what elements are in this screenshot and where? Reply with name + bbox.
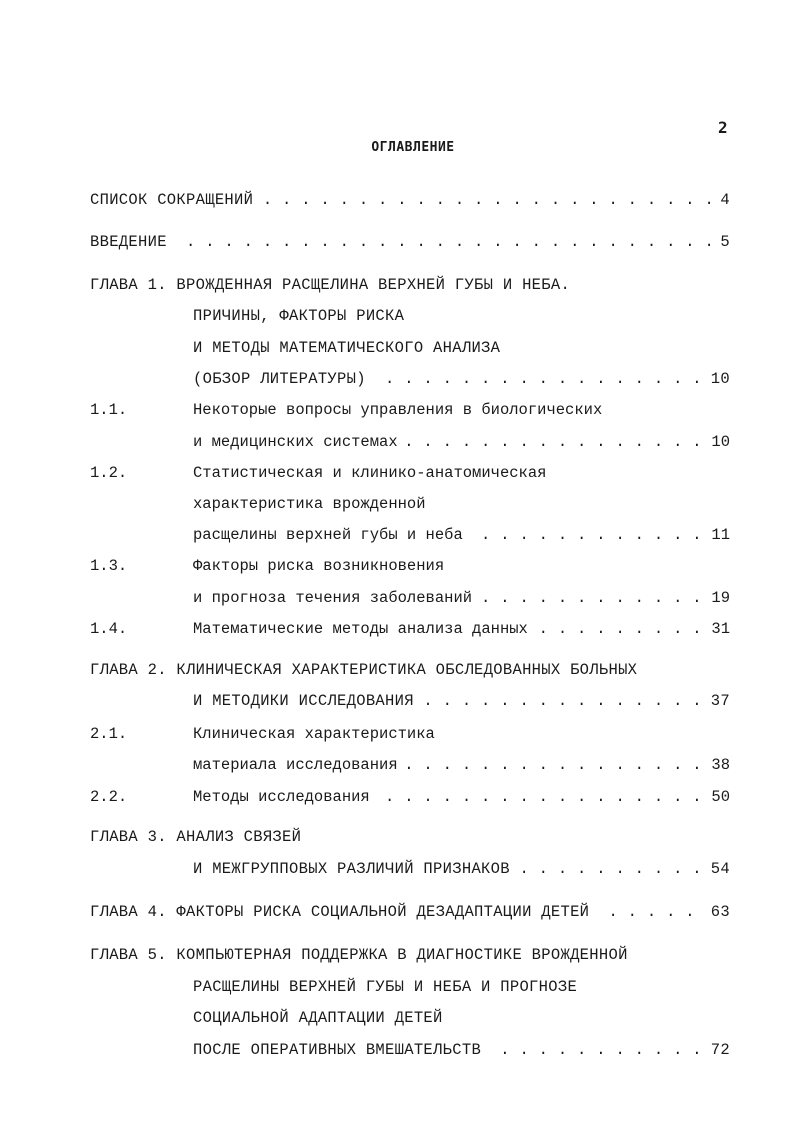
toc-section-2-2-entry[interactable]: [193, 786, 730, 808]
toc-page-number: 37: [707, 690, 730, 712]
toc-chapter-5-line: РАСЩЕЛИНЫ ВЕРХНЕЙ ГУБЫ И НЕБА И ПРОГНОЗЕ: [193, 978, 578, 996]
toc-chapter-5-line[interactable]: ГЛАВА 5. КОМПЬЮТЕРНАЯ ПОДДЕРЖКА В ДИАГНОСТИКЕ ВРОЖДЕННОЙ: [90, 946, 628, 964]
toc-section-number: 2.1.: [90, 725, 128, 743]
toc-page-number: 5: [716, 231, 730, 253]
toc-section-number: 1.4.: [90, 620, 128, 638]
toc-page-number: 10: [707, 431, 730, 453]
toc-entry-text: и прогноза течения заболеваний: [193, 587, 480, 609]
toc-entry-text: Математические методы анализа данных: [193, 618, 536, 640]
toc-entry-text: СПИСОК СОКРАЩЕНИЙ: [90, 189, 261, 211]
toc-chapter-5-entry[interactable]: [193, 1039, 730, 1061]
toc-section-1-2-entry[interactable]: [193, 524, 730, 546]
page-title: ОГЛАВЛЕНИЕ: [371, 140, 455, 155]
toc-page-number: 63: [707, 901, 730, 923]
toc-entry-text: ГЛАВА 4. ФАКТОРЫ РИСКА СОЦИАЛЬНОЙ ДЕЗАДАПТАЦИИ ДЕТЕЙ: [90, 901, 597, 923]
toc-chapter-1-line[interactable]: ГЛАВА 1. ВРОЖДЕННАЯ РАСЩЕЛИНА ВЕРХНЕЙ ГУБЫ И НЕБА.: [90, 276, 571, 294]
toc-section-number: 2.2.: [90, 788, 128, 806]
toc-chapter-1-line: ПРИЧИНЫ, ФАКТОРЫ РИСКА: [193, 307, 405, 325]
toc-page-number: 38: [707, 754, 730, 776]
toc-page-number: 11: [707, 524, 730, 546]
toc-entry-text: ПОСЛЕ ОПЕРАТИВНЫХ ВМЕШАТЕЛЬСТВ: [193, 1039, 489, 1061]
toc-entry-text: (ОБЗОР ЛИТЕРАТУРЫ): [193, 368, 374, 390]
toc-section-1-1-entry[interactable]: [193, 431, 730, 453]
toc-entry-text: ВВЕДЕНИЕ: [90, 231, 175, 253]
toc-chapter-2-entry[interactable]: [193, 690, 730, 712]
toc-chapter-2-line[interactable]: ГЛАВА 2. КЛИНИЧЕСКАЯ ХАРАКТЕРИСТИКА ОБСЛЕДОВАННЫХ БОЛЬНЫХ: [90, 661, 638, 679]
toc-section-line[interactable]: Некоторые вопросы управления в биологических: [193, 401, 603, 419]
toc-entry-abbreviations[interactable]: [90, 189, 730, 211]
toc-section-line[interactable]: Клиническая характеристика: [193, 725, 435, 743]
toc-section-number: 1.3.: [90, 557, 128, 575]
toc-chapter-1-line: И МЕТОДЫ МАТЕМАТИЧЕСКОГО АНАЛИЗА: [193, 339, 501, 357]
toc-section-number: 1.2.: [90, 464, 128, 482]
toc-chapter-3-line[interactable]: ГЛАВА 3. АНАЛИЗ СВЯЗЕЙ: [90, 828, 302, 846]
toc-page-number: 31: [707, 618, 730, 640]
toc-page-number: 54: [707, 858, 730, 880]
toc-page-number: 50: [707, 786, 730, 808]
toc-entry-text: И МЕЖГРУППОВЫХ РАЗЛИЧИЙ ПРИЗНАКОВ: [193, 858, 518, 880]
toc-chapter-3-entry[interactable]: [193, 858, 730, 880]
toc-entry-text: материала исследования: [193, 754, 406, 776]
toc-section-1-4-entry[interactable]: [193, 618, 730, 640]
toc-page-number: 4: [716, 189, 730, 211]
toc-chapter-1-entry[interactable]: [193, 368, 730, 390]
toc-chapter-5-line: СОЦИАЛЬНОЙ АДАПТАЦИИ ДЕТЕЙ: [193, 1009, 443, 1027]
toc-section-2-1-entry[interactable]: [193, 754, 730, 776]
toc-page-number: 72: [707, 1039, 730, 1061]
toc-section-number: 1.1.: [90, 401, 128, 419]
toc-entry-introduction[interactable]: [90, 231, 730, 253]
toc-chapter-4-entry[interactable]: [90, 901, 730, 923]
toc-section-line[interactable]: Статистическая и клинико-анатомическая: [193, 464, 547, 482]
toc-entry-text: Методы исследования: [193, 786, 378, 808]
page-number: 2: [718, 118, 728, 137]
toc-entry-text: расщелины верхней губы и неба: [193, 524, 471, 546]
toc-page-number: 19: [707, 587, 730, 609]
toc-section-line: характеристика врожденной: [193, 495, 426, 513]
toc-section-1-3-entry[interactable]: [193, 587, 730, 609]
toc-page-number: 10: [707, 368, 730, 390]
toc-entry-text: и медицинских системах: [193, 431, 406, 453]
toc-entry-text: И МЕТОДИКИ ИССЛЕДОВАНИЯ: [193, 690, 422, 712]
toc-section-line[interactable]: Факторы риска возникновения: [193, 557, 445, 575]
